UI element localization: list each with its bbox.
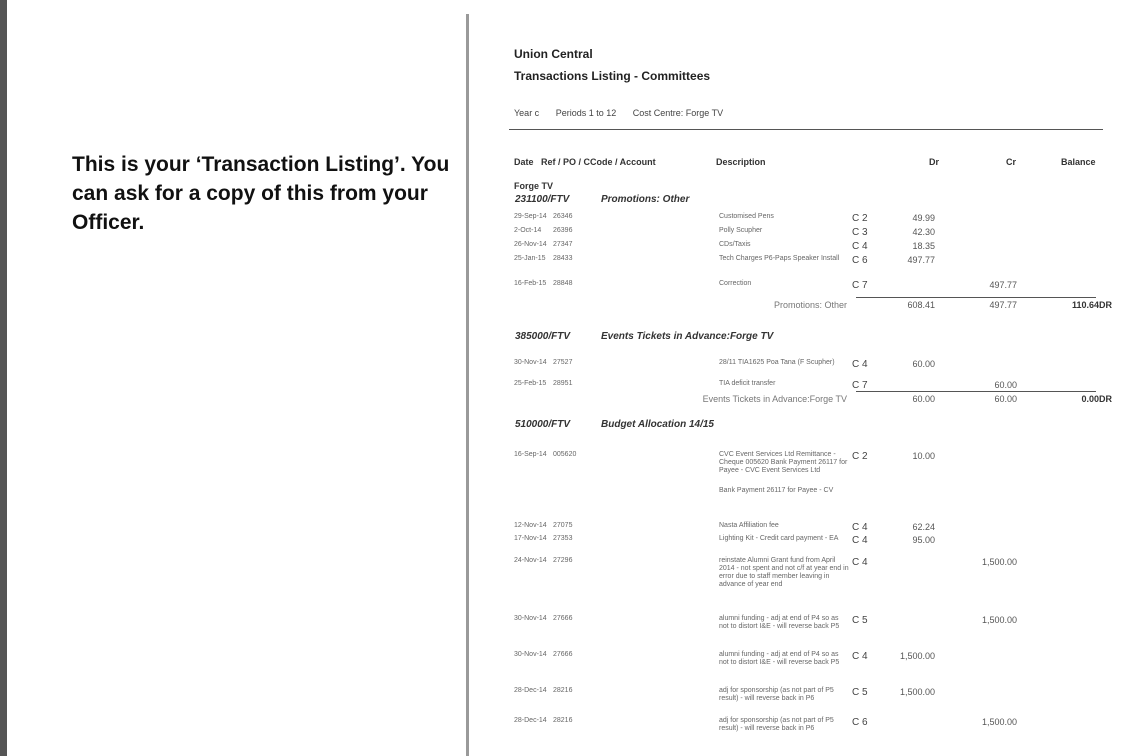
report-filters	[514, 108, 737, 118]
row-ref: 27527	[553, 359, 573, 366]
row-date: 25-Feb-15	[514, 380, 547, 387]
account-code: 510000/FTV	[515, 419, 571, 430]
account-balance: 0.00DR	[1081, 394, 1112, 404]
subtotal-debit: 60.00	[912, 394, 935, 404]
filter-cost-centre: Cost Centre: Forge TV	[632, 108, 724, 118]
row-date: 30-Nov-14	[514, 615, 547, 622]
row-credit: 1,500.00	[981, 717, 1017, 727]
left-border-bar	[0, 0, 7, 756]
row-ref: 27666	[553, 651, 573, 658]
row-cost-code: C 3	[852, 227, 868, 238]
column-header-dr: Dr	[929, 157, 940, 167]
row-ref: 28216	[553, 687, 573, 694]
row-debit: 18.35	[912, 241, 935, 251]
report-title: Transactions Listing - Committees	[514, 69, 711, 83]
row-description-continued: Bank Payment 26117 for Payee - CV	[719, 487, 834, 494]
instruction-caption: This is your ‘Transaction Listing’. You can ask for a copy of this from your Officer.	[72, 153, 450, 234]
subtotal-debit: 608.41	[907, 300, 935, 310]
account-name: Events Tickets in Advance:Forge TV	[601, 331, 774, 342]
row-cost-code: C 4	[852, 359, 868, 370]
row-ref: 28216	[553, 717, 573, 724]
column-header-date: Date	[514, 157, 534, 167]
row-debit: 1,500.00	[899, 651, 935, 661]
row-cost-code: C 2	[852, 213, 868, 224]
transaction-listing-document	[469, 14, 1144, 756]
subtotal-credit: 497.77	[989, 300, 1017, 310]
entity-name: Forge TV	[514, 181, 554, 191]
subtotal-rule	[856, 297, 1096, 298]
row-credit: 497.77	[989, 280, 1017, 290]
row-description: Lighting Kit - Credit card payment - EA	[719, 535, 839, 542]
row-ref: 26396	[553, 227, 573, 234]
row-description: adj for sponsorship (as not part of P5 result) - will reverse back in P6	[719, 717, 834, 732]
row-date: 16-Feb-15	[514, 280, 547, 287]
row-cost-code: C 6	[852, 717, 868, 728]
row-description: Nasta Affiliation fee	[719, 522, 779, 529]
row-ref: 27347	[553, 241, 573, 248]
row-cost-code: C 4	[852, 557, 868, 568]
row-credit: 1,500.00	[981, 615, 1017, 625]
row-date: 29-Sep-14	[514, 213, 547, 220]
account-balance: 110.64DR	[1071, 300, 1112, 310]
row-description: alumni funding - adj at end of P4 so as not to distort I&E - will reverse back P5	[719, 615, 840, 630]
subtotal-label: Promotions: Other	[773, 300, 847, 310]
row-description: Customised Pens	[719, 213, 774, 220]
row-date: 16-Sep-14	[514, 451, 547, 458]
row-ref: 27353	[553, 535, 573, 542]
row-description: Polly Scupher	[719, 227, 763, 234]
subtotal-rule	[856, 391, 1096, 392]
row-description: alumni funding - adj at end of P4 so as not to distort I&E - will reverse back P5	[719, 651, 840, 666]
row-ref: 28951	[553, 380, 573, 387]
row-debit: 42.30	[912, 227, 935, 237]
row-cost-code: C 2	[852, 451, 868, 462]
row-date: 28-Dec-14	[514, 717, 547, 724]
column-header-description: Description	[716, 157, 766, 167]
row-cost-code: C 4	[852, 522, 868, 533]
row-cost-code: C 6	[852, 255, 868, 266]
row-description: reinstate Alumni Grant fund from April 2014 - not spent and not c/f at year end in error due to staff member leaving in advance of year end	[719, 557, 849, 588]
row-ref: 27296	[553, 557, 573, 564]
row-debit: 95.00	[912, 535, 935, 545]
organisation-name: Union Central	[514, 47, 593, 61]
row-description: TIA deficit transfer	[719, 380, 776, 387]
row-debit: 1,500.00	[899, 687, 935, 697]
row-ref: 28433	[553, 255, 573, 262]
subtotal-label: Events Tickets in Advance:Forge TV	[702, 394, 847, 404]
row-date: 25-Jan-15	[514, 255, 546, 262]
row-debit: 49.99	[912, 213, 935, 223]
row-description: Tech Charges P6-Paps Speaker Install	[719, 255, 840, 262]
row-description: 28/11 TIA1625 Poa Tana (F Scupher)	[719, 359, 835, 366]
row-date: 28-Dec-14	[514, 687, 547, 694]
filter-year: Year c	[514, 108, 540, 118]
column-header-cr: Cr	[1006, 157, 1017, 167]
column-header-ref: Ref / PO / CCode / Account	[541, 157, 656, 167]
row-date: 24-Nov-14	[514, 557, 547, 564]
row-cost-code: C 5	[852, 615, 868, 626]
row-debit: 60.00	[912, 359, 935, 369]
row-date: 30-Nov-14	[514, 359, 547, 366]
row-cost-code: C 4	[852, 535, 868, 546]
row-date: 2-Oct-14	[514, 227, 542, 234]
row-debit: 62.24	[912, 522, 935, 532]
account-code: 231100/FTV	[515, 194, 570, 205]
filter-periods: Periods 1 to 12	[555, 108, 617, 118]
row-cost-code: C 7	[852, 380, 868, 391]
row-description: adj for sponsorship (as not part of P5 result) - will reverse back in P6	[719, 687, 834, 702]
header-divider	[509, 129, 1103, 130]
account-name: Promotions: Other	[601, 194, 690, 205]
row-description: CDs/Taxis	[719, 241, 751, 248]
row-debit: 497.77	[907, 255, 935, 265]
row-credit: 1,500.00	[981, 557, 1017, 567]
subtotal-credit: 60.00	[994, 394, 1017, 404]
account-code: 385000/FTV	[515, 331, 571, 342]
row-cost-code: C 4	[852, 651, 868, 662]
row-ref: 26346	[553, 213, 573, 220]
row-date: 17-Nov-14	[514, 535, 547, 542]
row-ref: 28848	[553, 280, 573, 287]
account-name: Budget Allocation 14/15	[601, 419, 714, 430]
row-ref: 27075	[553, 522, 573, 529]
row-cost-code: C 7	[852, 280, 868, 291]
row-date: 26-Nov-14	[514, 241, 547, 248]
row-date: 30-Nov-14	[514, 651, 547, 658]
row-date: 12-Nov-14	[514, 522, 547, 529]
row-debit: 10.00	[912, 451, 935, 461]
row-ref: 27666	[553, 615, 573, 622]
row-cost-code: C 4	[852, 241, 868, 252]
row-cost-code: C 5	[852, 687, 868, 698]
row-description: CVC Event Services Ltd Remittance - Cheque 005620 Bank Payment 26117 for Payee - CVC Event Services Ltd	[719, 451, 848, 474]
row-credit: 60.00	[994, 380, 1017, 390]
row-ref: 005620	[553, 451, 577, 458]
column-header-balance: Balance	[1061, 157, 1096, 167]
row-description: Correction	[719, 280, 752, 287]
